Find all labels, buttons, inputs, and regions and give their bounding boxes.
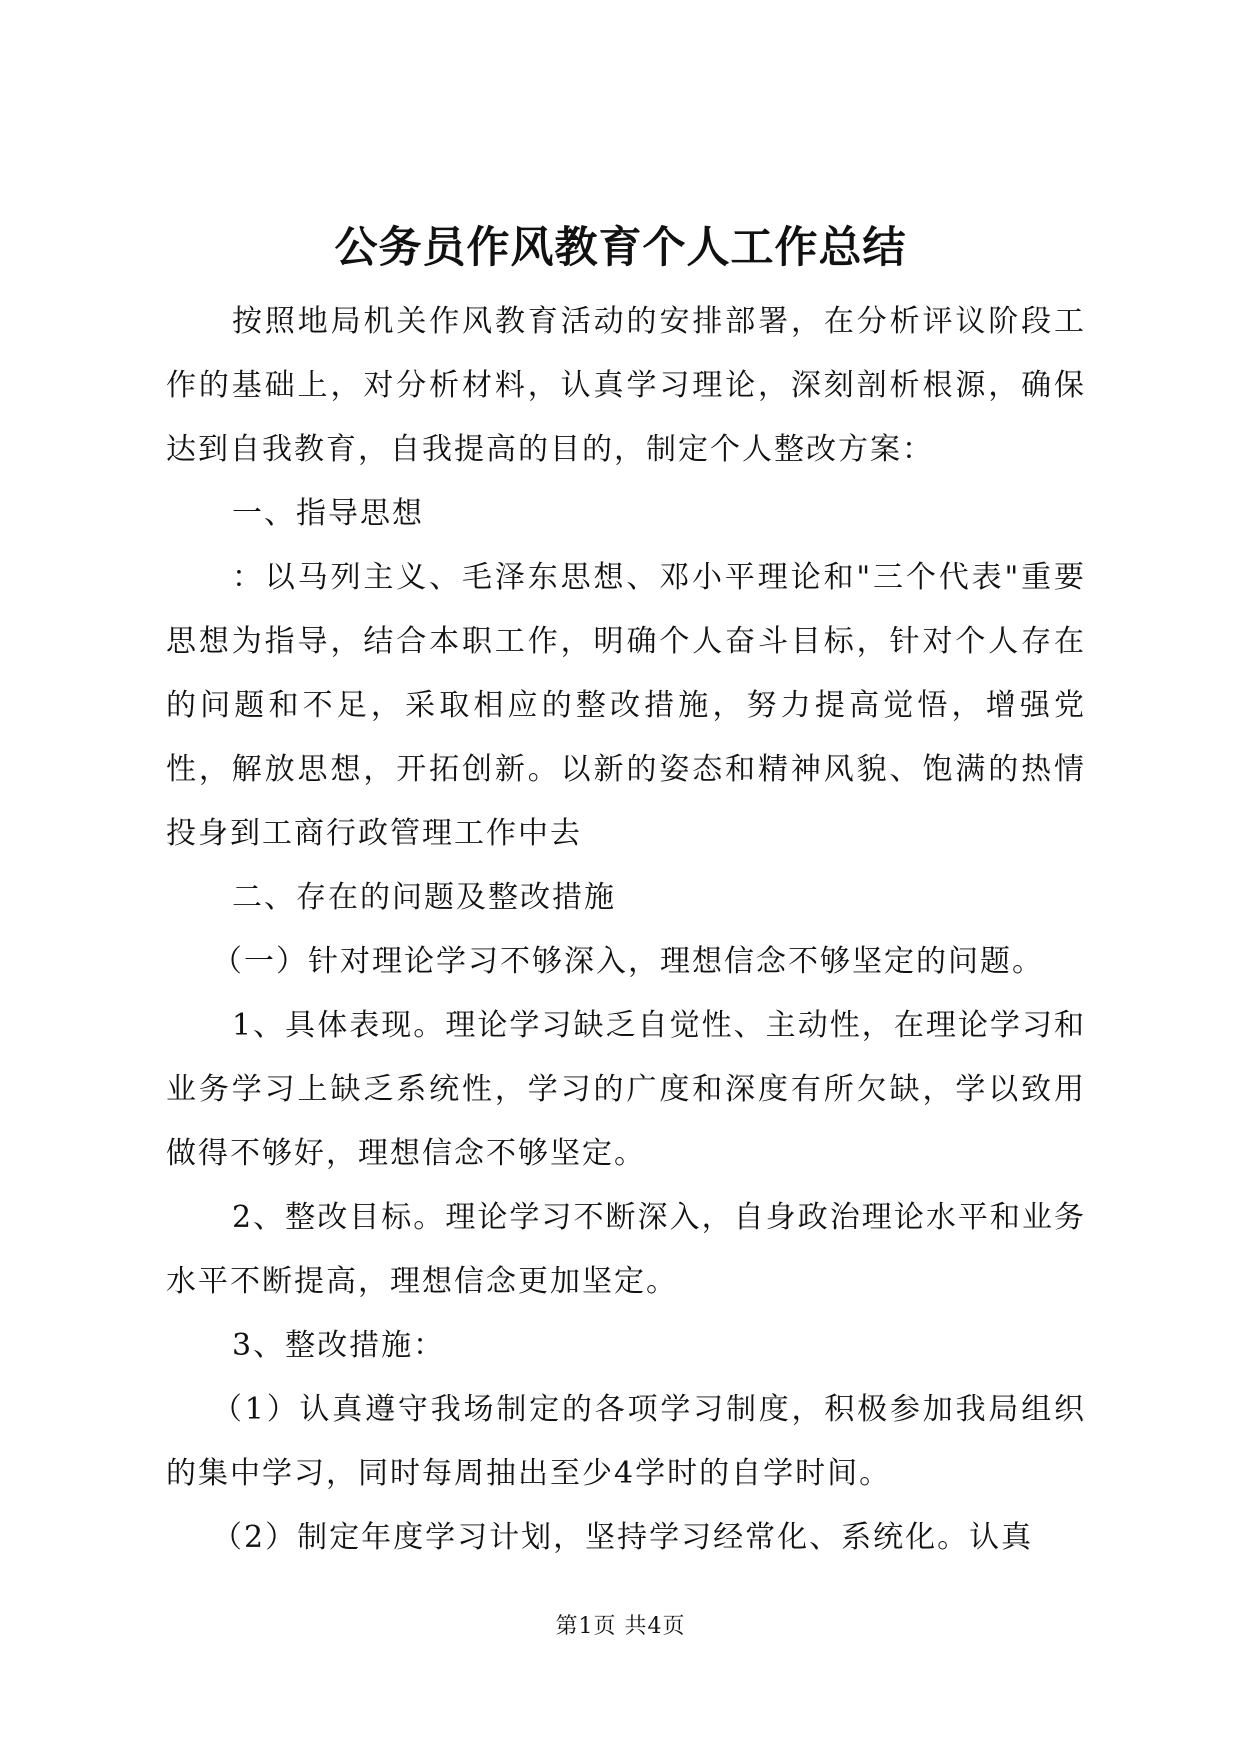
paragraph-specific-performance: 1、具体表现。理论学习缺乏自觉性、主动性，在理论学习和业务学习上缺乏系统性，学习的广度和深度有所欠缺，学以致用做得不够好，理想信念不够坚定。 — [166, 1008, 1086, 1171]
section-heading-guiding-ideology: 一、指导思想 — [232, 496, 424, 531]
paragraph-rectification-goal: 2、整改目标。理论学习不断深入，自身政治理论水平和业务水平不断提高，理想信念更加坚定。 — [166, 1200, 1086, 1299]
document-title: 公务员作风教育个人工作总结 — [334, 223, 907, 273]
paragraph-measure-2: （2）制定年度学习计划，坚持学习经常化、系统化。认真 — [212, 1520, 1034, 1555]
paragraph-rectification-measures-heading: 3、整改措施： — [232, 1328, 446, 1363]
paragraph-intro: 按照地局机关作风教育活动的安排部署，在分析评议阶段工作的基础上，对分析材料，认真学习理论，深刻剖析根源，确保达到自我教育，自我提高的目的，制定个人整改方案： — [166, 304, 1086, 467]
paragraph-guiding-ideology: ：以马列主义、毛泽东思想、邓小平理论和"三个代表"重要思想为指导，结合本职工作，明确个人奋斗目标，针对个人存在的问题和不足，采取相应的整改措施，努力提高觉悟，增强党性，解放思想，开拓创新。以新的姿态和精神风貌、饱满的热情投身到工商行政管理工作中去 — [166, 560, 1086, 851]
section-heading-problems-measures: 二、存在的问题及整改措施 — [232, 880, 616, 915]
document-body — [166, 290, 1086, 1570]
page-footer: 第1页 共4页 — [555, 1614, 686, 1639]
subsection-heading-theory-study: （一）针对理论学习不够深入，理想信念不够坚定的问题。 — [212, 944, 1044, 979]
paragraph-measure-1: （1）认真遵守我场制定的各项学习制度，积极参加我局组织的集中学习，同时每周抽出至少4学时的自学时间。 — [166, 1392, 1086, 1491]
